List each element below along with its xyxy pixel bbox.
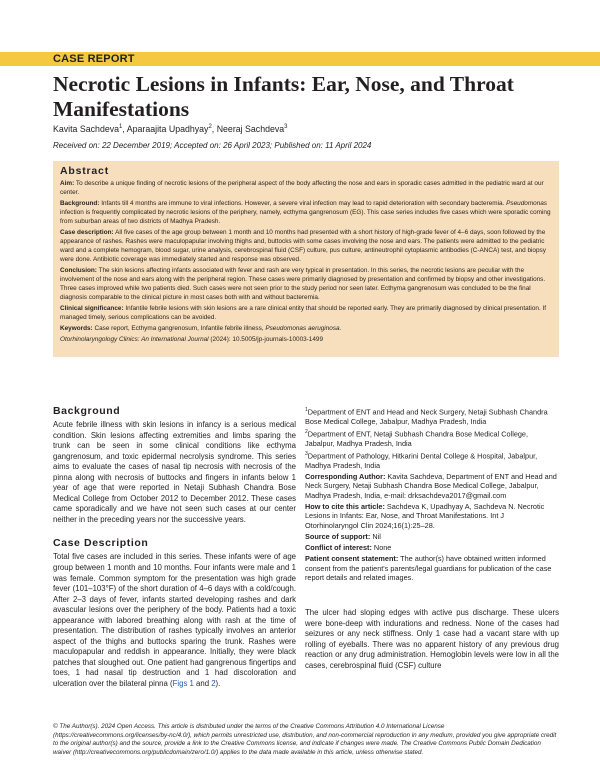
article-title: Necrotic Lesions in Infants: Ear, Nose, and Throat Manifestations	[53, 72, 514, 121]
abstract-box	[53, 161, 559, 357]
abstract-conclusion: Conclusion: The skin lesions affecting infants associated with fever and rash are very typical in presentation. In this series, the necrotic lesions are peculiar with the involvement of the nose and ears along with the peripheral region. These cases were primarily diagnosed by presentation and confirmed by biopsy and other investigations. Three cases improved while two patients died. Such cases were not seen prior to the study period nor seen later. Ecthyma gangrenosum was concluded to be the final diagnosis comparable to the clinical picture in most cases both with and without bacteremia.	[60, 267, 546, 301]
case-description-heading: Case Description	[53, 537, 149, 550]
journal-doi: Otorhinolaryngology Clinics: An International Journal (2024): 10.5005/jp-journals-10003-1499	[60, 336, 324, 343]
abstract-clinical-significance: Clinical significance: Infantile febrile lesions with skin lesions are a rare clinical entity that should be reported early. They are primarily diagnosed by clinical presentation. If managed timely, serious complications can be avoided.	[60, 305, 547, 321]
affiliations-box	[305, 406, 559, 584]
abstract-keywords: Keywords: Case report, Ecthyma gangrenosum, Infantile febrile illness, Pseudomonas aeruginosa.	[60, 325, 342, 332]
author-affiliation-marker: 1	[119, 124, 123, 131]
author-affiliation-marker: 2	[208, 124, 212, 131]
affiliation-3: $^3$Department of Pathology, Hitkarini Dental College & Hospital, Jabalpur, Madhya Pradesh, India	[305, 451, 538, 470]
case-description-text: Total five cases are included in this series. These infants were of age group between 1 month and 10 months. Four infants were male and 1 was female. Common symptom for the presentation was high grade fever (101–103°F) of the short duration of 4–6 days with a cold/cough. After 2–3 days of fever, infants started developing rashes and dark avascular lesions over the periphery of the body. Patients had a toxic appearance with labored breathing along with rash at the time of presentation. The distribution of rashes typically involves an anterior aspect of the thighs and buttocks sparing the trunk. Rashes were maculopapular and reddish in appearance. Initially, they were black patches that sloughed out. One patient had gangrenous fingertips and toes, 1 had nasal tip destruction and 1 had discoloration and ulceration over the bilateral pinna (Figs 1 and 2).	[53, 552, 296, 689]
abstract-case-description: Case description: All five cases of the age group between 1 month and 10 months had presented with a short history of high-grade fever of 4–6 days, soon followed by the appearance of rashes. Rashes were maculopapular involving thighs and, buttocks with some cases involving the nose and ears. The patients were admitted to the pediatric ward and a complete hemogram, blood sugar, urine analysis, cerebrospinal fluid (CSF) culture, pus culture, antineutrophil cytoplasmic antibodies (C-ANCA) test, and biopsy were done. Antibiotic coverage was immediately started and response was observed.	[60, 229, 546, 263]
corresponding-author: Corresponding Author: Kavita Sachdeva, Department of ENT and Head and Neck Surgery, Netaji Subhash Chandra Bose Medical College, Jabalpur, Madhya Pradesh, India, e-mail: drksachdeva2017@gmail.com	[305, 472, 557, 500]
background-heading: Background	[53, 405, 121, 417]
author-list: Kavita Sachdeva$^1$, Aparaajita Upadhyay$^2$, Neeraj Sachdeva$^3$	[53, 124, 288, 134]
how-to-cite: How to cite this article: Sachdeva K, Upadhyay A, Sachdeva N. Necrotic Lesions in Infants: Ear, Nose, and Throat Manifestations. Int J Otorhinolaryngol Clin 2024;16(1):25–28.	[305, 501, 545, 530]
figure-link[interactable]: Figs 1	[172, 679, 194, 689]
author-name: Kavita Sachdeva	[53, 124, 120, 134]
left-column	[53, 405, 296, 690]
case-report-label: CASE REPORT	[53, 53, 135, 65]
author-name: Neeraj Sachdeva	[216, 124, 285, 134]
affiliation-1: $^1$Department of ENT and Head and Neck Surgery, Netaji Subhash Chandra Bose Medical College, Jabalpur, Madhya Pradesh, India	[305, 407, 548, 426]
affiliation-2: $^2$Department of ENT, Netaji Subhash Chandra Bose Medical College, Jabalpur, Madhya Pradesh, India	[305, 429, 529, 448]
author-affiliation-marker: 3	[284, 124, 288, 131]
publication-dates: Received on: 22 December 2019; Accepted on: 26 April 2023; Published on: 11 April 2024	[53, 141, 372, 150]
background-text: Acute febrile illness with skin lesions in infancy is a serious medical condition. Skin lesions affecting extremities and limbs sparing the trunk can be seen in some clinical conditions like ecthyma gangrenosum, and toxic epidermal necrolysis syndrome. This series aims to evaluate the cases of nasal tip necrosis with necrosis of the pinna along with necrosis of buttocks and fingers in infants below 1 year of age that were reported in Netaji Subhash Chandra Bose Medical College from October 2012 to December 2012. These cases came sporadically and we have not seen such cases at our center neither in the preceding years nor the successive years.	[53, 420, 296, 524]
patient-consent: Patient consent statement: The author(s) have obtained written informed consent from the patient's parents/legal guardians for publication of the case report details and related images.	[305, 554, 552, 583]
source-of-support: Source of support: Nil	[305, 531, 381, 541]
right-column	[305, 608, 559, 671]
figure-link[interactable]: 2	[211, 679, 216, 689]
abstract-aim: Aim: To describe a unique finding of necrotic lesions of the peripheral aspect of the body affecting the nose and ears in sporadic cases admitted in the pediatric ward at our center.	[60, 180, 544, 196]
author-name: Aparaajita Upadhyay	[126, 124, 209, 134]
abstract-background: Background: Infants till 4 months are immune to viral infections. However, a severe viral infection may lead to rapid deterioration with secondary bacteremia. Pseudomonas infection is frequently complicated by necrotic lesions of the periphery, namely, ecthyma gangrenosum (EG). This case series includes five cases which were sporadic coming from suburban areas of two districts of Madhya Pradesh.	[60, 200, 551, 225]
abstract-heading: Abstract	[60, 165, 109, 177]
conflict-of-interest: Conflict of interest: None	[305, 543, 392, 553]
right-column-text: The ulcer had sloping edges with active pus discharge. These ulcers were bone-deep with indurations and redness. None of the cases had seizures or any neck stiffness. Only 1 case had a vacant stare with up rolling of eyeballs. There was no apparent history of any previous drug reaction or any drug administration. Hemoglobin levels were low in all the cases, cerebrospinal fluid (CSF) culture	[305, 608, 559, 670]
license-footer: © The Author(s). 2024 Open Access. This article is distributed under the terms of the Creative Commons Attribution 4.0 International License (https://creativecommons.org/licenses/by-nc/4.0/), which permits unrestricted use, distribution, and non-commercial reproduction in any medium, provided you give appropriate credit to the original author(s) and the source, provide a link to the Creative Commons license, and indicate if changes were made. The Creative Commons Public Domain Dedication waiver (http://creativecommons.org/publicdomain/zero/1.0/) applies to the data made available in this article, unless otherwise stated.	[53, 723, 557, 756]
